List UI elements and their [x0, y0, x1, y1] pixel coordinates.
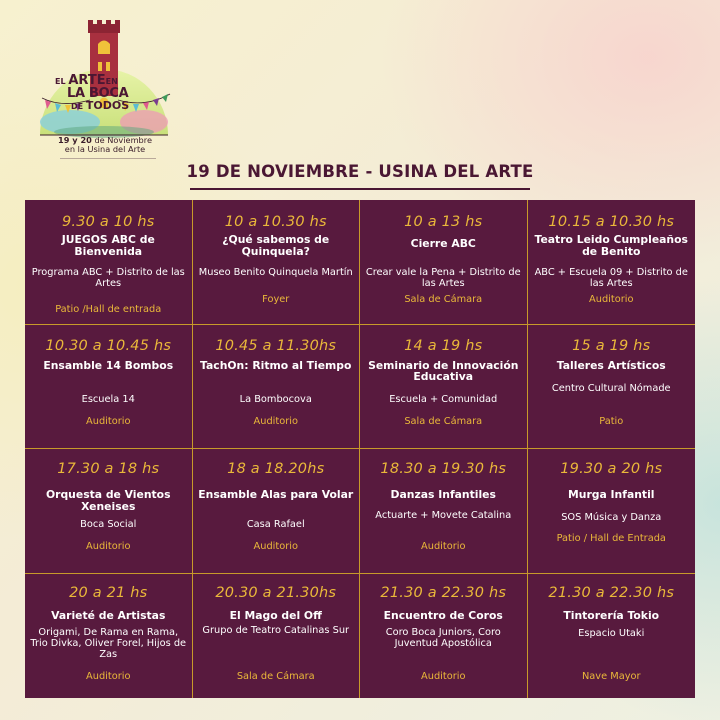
logo-date-month: de Noviembre: [94, 135, 152, 145]
event-time: 15 a 19 hs: [572, 337, 651, 354]
event-venue: Sala de Cámara: [404, 294, 483, 305]
event-cell: [528, 449, 696, 574]
event-cell: [193, 449, 361, 574]
event-cell: [528, 325, 696, 450]
event-cell: [25, 200, 193, 325]
event-organizer: ABC + Escuela 09 + Distrito de las Artes: [534, 267, 688, 289]
event-time: 21.30 a 22.30 hs: [548, 584, 675, 601]
title-underline: [190, 188, 530, 190]
event-organizer: Grupo de Teatro Catalinas Sur: [202, 624, 350, 636]
tower-window: [106, 62, 110, 71]
logo-word: DE: [71, 102, 84, 111]
page-title: 19 DE NOVIEMBRE - USINA DEL ARTE: [186, 162, 534, 181]
event-venue: Foyer: [262, 294, 290, 305]
logo-date: [20, 136, 190, 154]
logo-date-days: 19 y 20: [58, 135, 92, 145]
event-venue: Sala de Cámara: [236, 670, 315, 682]
tower-merlon: [115, 20, 120, 25]
event-time: 19.30 a 20 hs: [560, 461, 663, 477]
event-organizer: Escuela + Comunidad: [389, 393, 498, 405]
logo-word: TODOS: [85, 99, 130, 112]
event-organizer: Espacio Utaki: [578, 627, 645, 639]
event-time: 10.15 a 10.30 hs: [548, 214, 675, 230]
event-organizer: Crear vale la Pena + Distrito de las Artes: [365, 267, 521, 289]
logo-word: EL: [55, 77, 66, 86]
event-name: Danzas Infantiles: [390, 488, 496, 501]
event-cell: [193, 574, 361, 699]
logo-divider: [60, 158, 156, 159]
event-cell: [193, 200, 361, 325]
event-logo: [20, 10, 190, 162]
event-name: Teatro Leido Cumpleaños de Benito: [534, 233, 688, 258]
tower-merlon: [88, 20, 93, 25]
event-organizer: Museo Benito Quinquela Martín: [198, 267, 353, 278]
event-cell: [25, 574, 193, 699]
event-cell: [360, 325, 528, 450]
tower-merlon: [97, 20, 102, 25]
event-time: 10 a 10.30 hs: [224, 214, 327, 230]
event-venue: Auditorio: [421, 670, 466, 682]
event-organizer: Casa Rafael: [246, 519, 305, 530]
event-time: 20.30 a 21.30hs: [215, 584, 337, 601]
event-organizer: SOS Música y Danza: [561, 512, 662, 523]
event-cell: [360, 449, 528, 574]
event-cell: [528, 200, 696, 325]
event-time: 18 a 18.20hs: [227, 461, 325, 477]
event-organizer: Actuarte + Movete Catalina: [375, 510, 512, 521]
event-cell: [25, 325, 193, 450]
event-venue: Auditorio: [253, 415, 298, 427]
event-time: 17.30 a 18 hs: [57, 461, 160, 477]
logo-wordmark: [55, 74, 150, 111]
event-time: 14 a 19 hs: [404, 337, 483, 354]
tower-merlon: [106, 20, 111, 25]
event-name: JUEGOS ABC de Bienvenida: [61, 233, 155, 258]
event-venue: Auditorio: [253, 541, 298, 552]
event-venue: Patio: [599, 415, 624, 427]
event-venue: Auditorio: [86, 670, 131, 682]
event-organizer: Escuela 14: [81, 393, 135, 405]
event-name: El Mago del Off: [229, 608, 322, 622]
tower-window: [98, 41, 110, 55]
event-time: 10 a 13 hs: [404, 214, 483, 230]
logo-word: EN: [105, 77, 118, 86]
event-time: 20 a 21 hs: [69, 584, 148, 601]
event-venue: Auditorio: [86, 541, 131, 552]
event-organizer: La Bombocova: [239, 393, 312, 405]
event-name: Tintorería Tokio: [563, 608, 660, 622]
event-name: Seminario de Innovación Educativa: [368, 358, 519, 383]
event-venue: Sala de Cámara: [404, 415, 483, 427]
event-name: Varieté de Artistas: [51, 608, 166, 622]
event-organizer: Centro Cultural Nómade: [551, 382, 671, 394]
event-name: Encuentro de Coros: [383, 608, 503, 622]
logo-word: LA BOCA: [67, 86, 129, 101]
event-cell: [25, 449, 193, 574]
event-organizer: Programa ABC + Distrito de las Artes: [31, 267, 185, 289]
event-name: ¿Qué sabemos de Quinquela?: [222, 233, 330, 258]
event-cell: [360, 574, 528, 699]
logo-word: ARTE: [68, 73, 106, 88]
event-time: 18.30 a 19.30 hs: [380, 461, 507, 477]
event-time: 21.30 a 22.30 hs: [380, 584, 507, 601]
event-cell: [360, 200, 528, 325]
event-venue: Patio /Hall de entrada: [55, 304, 162, 315]
event-name: Cierre ABC: [410, 237, 476, 250]
tower-window: [98, 62, 102, 71]
event-venue: Nave Mayor: [581, 670, 641, 682]
event-name: Ensamble 14 Bombos: [43, 358, 174, 372]
event-time: 10.30 a 10.45 hs: [45, 337, 172, 354]
event-organizer: Coro Boca Juniors, Coro Juventud Apostólica: [385, 626, 501, 649]
event-organizer: Boca Social: [80, 519, 137, 530]
schedule-grid: [25, 200, 695, 698]
event-time: 9.30 a 10 hs: [61, 214, 155, 230]
event-name: Talleres Artísticos: [556, 358, 666, 372]
event-venue: Patio / Hall de Entrada: [556, 533, 666, 544]
event-venue: Auditorio: [86, 415, 131, 427]
bunting-flag: [162, 94, 168, 102]
event-cell: [193, 325, 361, 450]
event-cell: [528, 574, 696, 699]
event-name: Ensamble Alas para Volar: [198, 488, 354, 501]
event-time: 10.45 a 11.30hs: [215, 337, 337, 354]
event-name: Orquesta de Vientos Xeneises: [45, 488, 171, 513]
event-name: Murga Infantil: [568, 488, 655, 501]
event-venue: Auditorio: [589, 294, 634, 305]
event-venue: Auditorio: [421, 541, 466, 552]
event-name: TachOn: Ritmo al Tiempo: [200, 358, 352, 372]
event-organizer: Origami, De Rama en Rama, Trio Divka, Oliver Forel, Hijos de Zas: [30, 626, 187, 660]
logo-date-venue: en la Usina del Arte: [64, 144, 146, 154]
tower-top: [88, 24, 120, 33]
